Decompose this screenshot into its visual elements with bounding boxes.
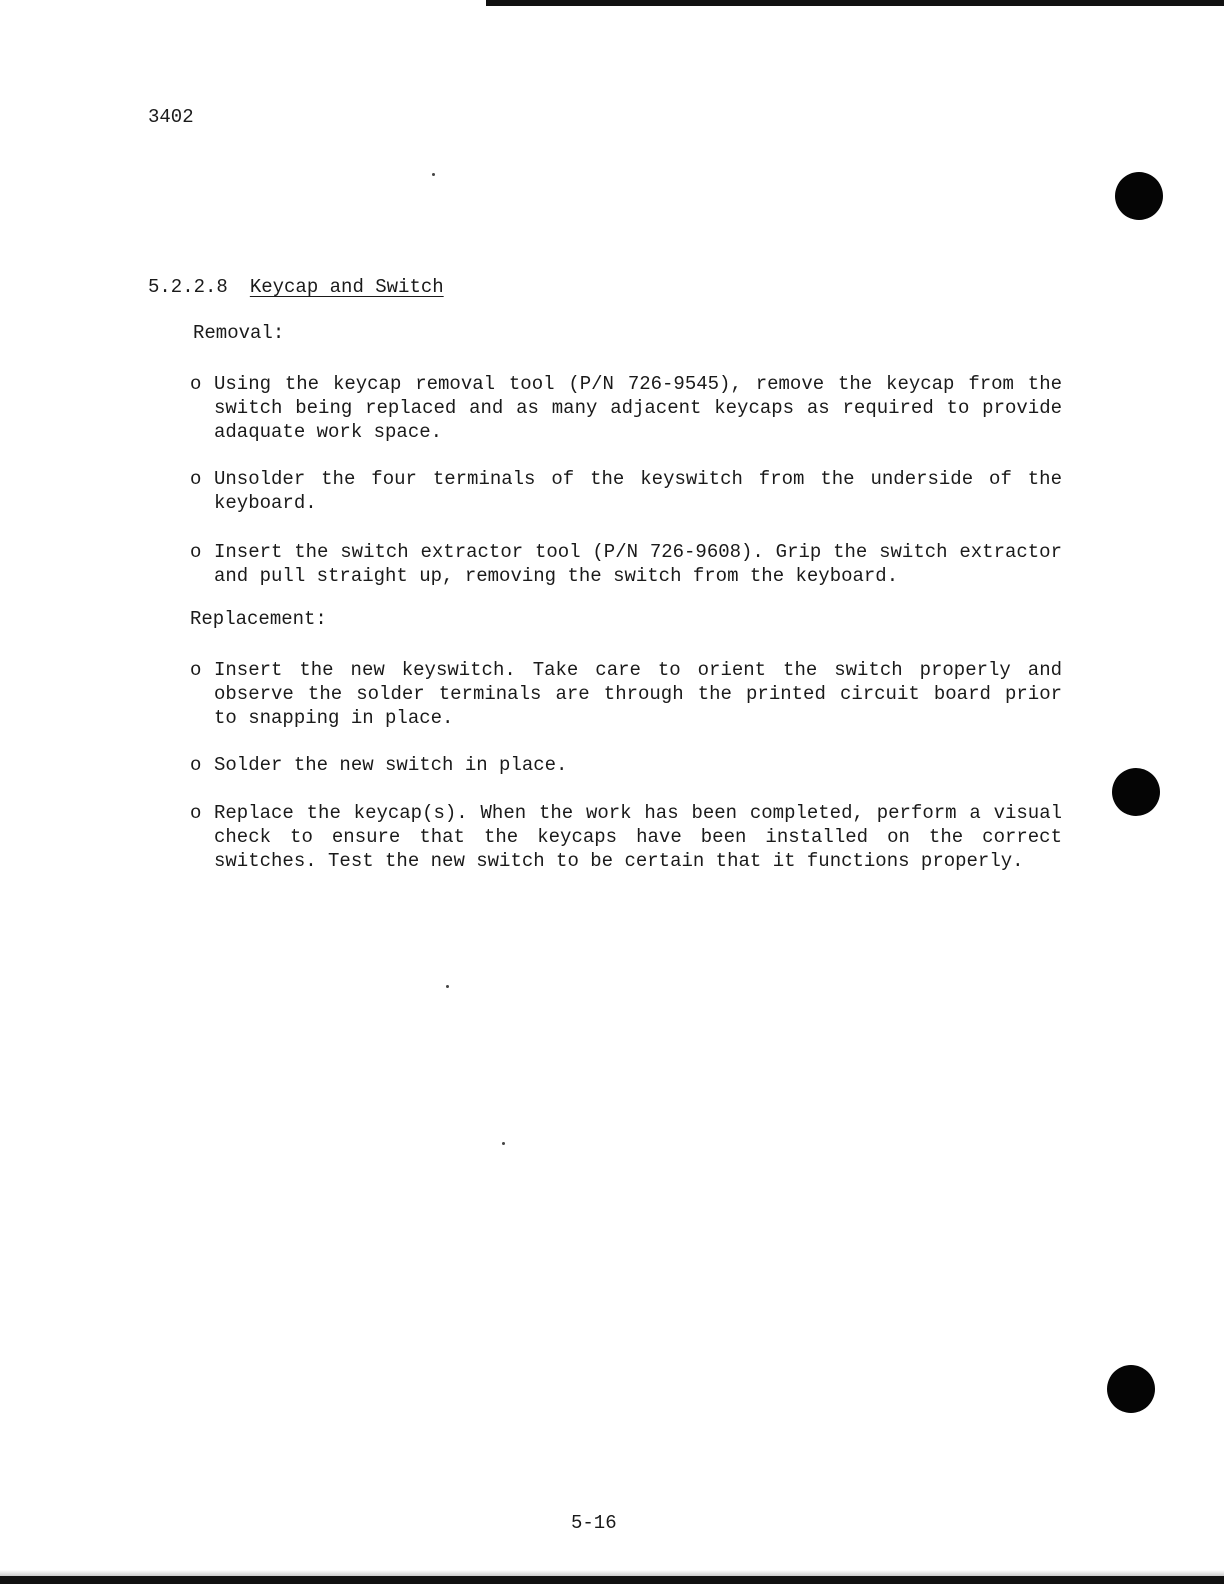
scan-edge-bottom <box>0 1576 1224 1584</box>
scan-speck <box>446 985 449 988</box>
replacement-step-1 <box>190 658 1062 730</box>
step-text: Insert the new keyswitch. Take care to orient the switch properly and observe the solder terminals are through the printed circuit board prior to snapping in place. <box>214 659 1062 729</box>
bullet: o <box>190 373 202 395</box>
step-text: Replace the keycap(s). When the work has been completed, perform a visual check to ensure that the keycaps have been installed on the correct switches. Test the new switch to be certain that it functions properly. <box>214 802 1062 872</box>
section-heading <box>148 276 444 298</box>
step-text: Insert the switch extractor tool (P/N 726-9608). Grip the switch extractor and pull straight up, removing the switch from the keyboard. <box>214 541 1062 587</box>
section-number: 5.2.2.8 <box>148 276 228 298</box>
removal-step-3 <box>190 540 1062 588</box>
binder-hole-bottom <box>1107 1365 1155 1413</box>
step-text: Solder the new switch in place. <box>214 754 568 776</box>
section-title: Keycap and Switch <box>249 276 444 298</box>
replacement-step-3 <box>190 801 1062 873</box>
document-number: 3402 <box>148 106 194 128</box>
scan-edge-top <box>486 0 1224 6</box>
removal-step-1 <box>190 372 1062 444</box>
page-number: 5-16 <box>571 1512 617 1534</box>
bullet: o <box>190 754 202 776</box>
scan-speck <box>432 173 435 176</box>
removal-step-2 <box>190 467 1062 515</box>
removal-heading: Removal: <box>193 322 285 344</box>
bullet: o <box>190 468 202 490</box>
bullet: o <box>190 541 202 563</box>
bullet: o <box>190 802 202 824</box>
binder-hole-top <box>1115 172 1163 220</box>
bullet: o <box>190 659 202 681</box>
replacement-step-2 <box>190 753 1062 777</box>
binder-hole-middle <box>1112 768 1160 816</box>
step-text: Unsolder the four terminals of the keyswitch from the underside of the keyboard. <box>214 468 1062 514</box>
scan-speck <box>502 1142 505 1145</box>
replacement-heading: Replacement: <box>190 608 327 630</box>
step-text: Using the keycap removal tool (P/N 726-9545), remove the keycap from the switch being replaced and as many adjacent keycaps as required to provide adaquate work space. <box>214 373 1062 443</box>
